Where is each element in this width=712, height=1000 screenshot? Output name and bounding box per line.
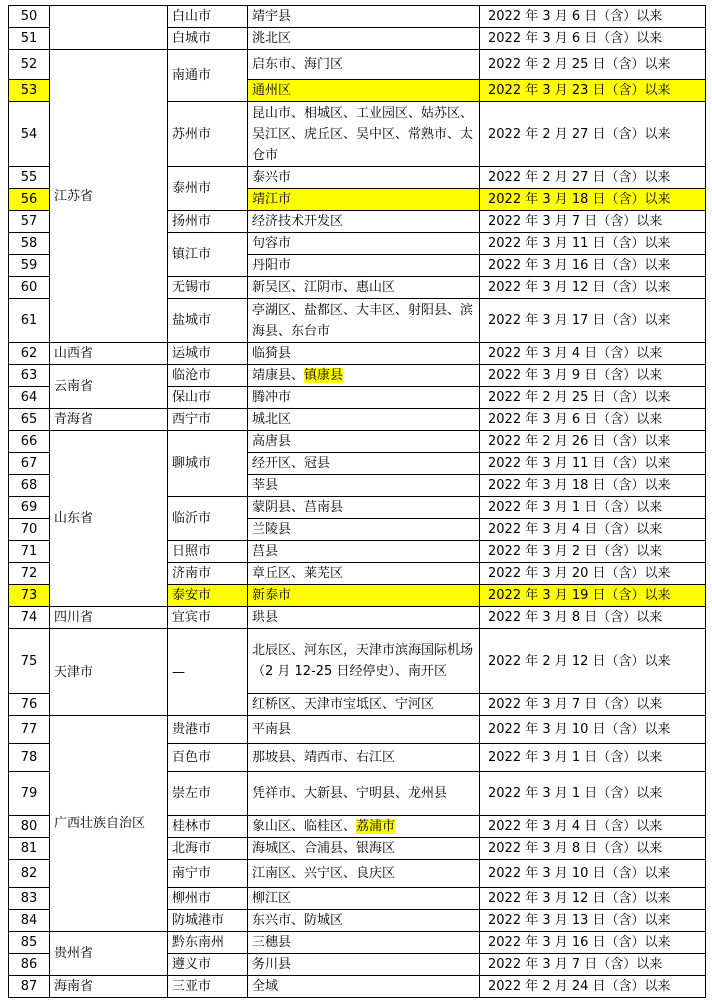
date-cell: 2022 年 2 月 27 日（含）以来 bbox=[480, 167, 706, 189]
row-number: 76 bbox=[9, 694, 50, 716]
row-number: 82 bbox=[9, 860, 50, 888]
table-row bbox=[9, 409, 706, 431]
date-cell: 2022 年 3 月 13 日（含）以来 bbox=[480, 910, 706, 932]
area-text: 靖康县、 bbox=[252, 368, 305, 383]
date-cell: 2022 年 2 月 12 日（含）以来 bbox=[480, 629, 706, 694]
table-row bbox=[9, 50, 706, 80]
table-row bbox=[9, 976, 706, 998]
row-number: 71 bbox=[9, 541, 50, 563]
city-cell: 桂林市 bbox=[168, 816, 248, 838]
date-cell: 2022 年 3 月 1 日（含）以来 bbox=[480, 744, 706, 772]
date-cell: 2022 年 2 月 25 日（含）以来 bbox=[480, 387, 706, 409]
area-cell: 兰陵县 bbox=[248, 519, 480, 541]
city-cell: 临沂市 bbox=[168, 497, 248, 541]
date-cell: 2022 年 3 月 6 日（含）以来 bbox=[480, 6, 706, 28]
area-cell: 务川县 bbox=[248, 954, 480, 976]
city-cell: 无锡市 bbox=[168, 277, 248, 299]
city-cell: 泰州市 bbox=[168, 167, 248, 211]
city-cell: 贵港市 bbox=[168, 716, 248, 744]
date-cell: 2022 年 3 月 8 日（含）以来 bbox=[480, 607, 706, 629]
area-cell: 新吴区、江阴市、惠山区 bbox=[248, 277, 480, 299]
table-row bbox=[9, 431, 706, 453]
date-cell: 2022 年 3 月 19 日（含）以来 bbox=[480, 585, 706, 607]
area-cell: 腾冲市 bbox=[248, 387, 480, 409]
date-cell: 2022 年 2 月 24 日（含）以来 bbox=[480, 976, 706, 998]
row-number: 58 bbox=[9, 233, 50, 255]
date-cell: 2022 年 3 月 16 日（含）以来 bbox=[480, 932, 706, 954]
date-cell: 2022 年 3 月 4 日（含）以来 bbox=[480, 816, 706, 838]
row-number: 53 bbox=[9, 80, 50, 102]
row-number: 57 bbox=[9, 211, 50, 233]
city-cell: 宜宾市 bbox=[168, 607, 248, 629]
area-cell: 三穗县 bbox=[248, 932, 480, 954]
date-cell: 2022 年 3 月 7 日（含）以来 bbox=[480, 211, 706, 233]
table-row bbox=[9, 716, 706, 744]
area-cell: 靖江市 bbox=[248, 189, 480, 211]
date-cell: 2022 年 3 月 2 日（含）以来 bbox=[480, 541, 706, 563]
row-number: 65 bbox=[9, 409, 50, 431]
row-number: 84 bbox=[9, 910, 50, 932]
city-cell: 防城港市 bbox=[168, 910, 248, 932]
city-cell: 济南市 bbox=[168, 563, 248, 585]
city-cell: 白城市 bbox=[168, 28, 248, 50]
date-cell: 2022 年 3 月 6 日（含）以来 bbox=[480, 409, 706, 431]
area-cell: 那坡县、靖西市、右江区 bbox=[248, 744, 480, 772]
date-cell: 2022 年 3 月 17 日（含）以来 bbox=[480, 299, 706, 343]
area-cell: 莘县 bbox=[248, 475, 480, 497]
highlighted-area-text: 荔浦市 bbox=[356, 819, 396, 834]
table-row bbox=[9, 343, 706, 365]
row-number: 86 bbox=[9, 954, 50, 976]
row-number: 51 bbox=[9, 28, 50, 50]
row-number: 77 bbox=[9, 716, 50, 744]
row-number: 79 bbox=[9, 772, 50, 816]
table-row bbox=[9, 365, 706, 387]
city-cell: 扬州市 bbox=[168, 211, 248, 233]
city-cell: 日照市 bbox=[168, 541, 248, 563]
row-number: 66 bbox=[9, 431, 50, 453]
date-cell: 2022 年 3 月 11 日（含）以来 bbox=[480, 453, 706, 475]
city-cell: 南通市 bbox=[168, 50, 248, 102]
row-number: 81 bbox=[9, 838, 50, 860]
city-cell: 柳州市 bbox=[168, 888, 248, 910]
area-cell: 临猗县 bbox=[248, 343, 480, 365]
province-cell: 四川省 bbox=[50, 607, 168, 629]
city-cell: 泰安市 bbox=[168, 585, 248, 607]
date-cell: 2022 年 3 月 16 日（含）以来 bbox=[480, 255, 706, 277]
highlighted-area-text: 镇康县 bbox=[304, 368, 344, 383]
area-cell: 亭湖区、盐都区、大丰区、射阳县、滨海县、东台市 bbox=[248, 299, 480, 343]
province-cell: 海南省 bbox=[50, 976, 168, 998]
row-number: 80 bbox=[9, 816, 50, 838]
date-cell: 2022 年 3 月 7 日（含）以来 bbox=[480, 694, 706, 716]
province-cell: 贵州省 bbox=[50, 932, 168, 976]
row-number: 68 bbox=[9, 475, 50, 497]
area-cell: 全域 bbox=[248, 976, 480, 998]
row-number: 72 bbox=[9, 563, 50, 585]
province-cell: 云南省 bbox=[50, 365, 168, 409]
row-number: 83 bbox=[9, 888, 50, 910]
city-cell: 西宁市 bbox=[168, 409, 248, 431]
date-cell: 2022 年 2 月 27 日（含）以来 bbox=[480, 102, 706, 167]
area-cell: 北辰区、河东区，天津市滨海国际机场（2 月 12-25 日经停史）、南开区 bbox=[248, 629, 480, 694]
area-cell: 柳江区 bbox=[248, 888, 480, 910]
date-cell: 2022 年 3 月 7 日（含）以来 bbox=[480, 954, 706, 976]
row-number: 70 bbox=[9, 519, 50, 541]
area-cell: 启东市、海门区 bbox=[248, 50, 480, 80]
row-number: 56 bbox=[9, 189, 50, 211]
province-cell: 青海省 bbox=[50, 409, 168, 431]
date-cell: 2022 年 3 月 4 日（含）以来 bbox=[480, 343, 706, 365]
row-number: 67 bbox=[9, 453, 50, 475]
city-cell: 百色市 bbox=[168, 744, 248, 772]
city-cell: 盐城市 bbox=[168, 299, 248, 343]
row-number: 75 bbox=[9, 629, 50, 694]
date-cell: 2022 年 3 月 18 日（含）以来 bbox=[480, 475, 706, 497]
row-number: 50 bbox=[9, 6, 50, 28]
date-cell: 2022 年 3 月 20 日（含）以来 bbox=[480, 563, 706, 585]
city-cell: 黔东南州 bbox=[168, 932, 248, 954]
date-cell: 2022 年 2 月 26 日（含）以来 bbox=[480, 431, 706, 453]
table-row bbox=[9, 932, 706, 954]
date-cell: 2022 年 3 月 9 日（含）以来 bbox=[480, 365, 706, 387]
table-row bbox=[9, 629, 706, 694]
city-cell: — bbox=[168, 629, 248, 716]
province-cell: 山西省 bbox=[50, 343, 168, 365]
row-number: 73 bbox=[9, 585, 50, 607]
date-cell: 2022 年 3 月 10 日（含）以来 bbox=[480, 716, 706, 744]
date-cell: 2022 年 3 月 6 日（含）以来 bbox=[480, 28, 706, 50]
area-cell: 江南区、兴宁区、良庆区 bbox=[248, 860, 480, 888]
area-cell: 红桥区、天津市宝坻区、宁河区 bbox=[248, 694, 480, 716]
city-cell: 苏州市 bbox=[168, 102, 248, 167]
province-cell: 江苏省 bbox=[50, 50, 168, 343]
area-cell: 新泰市 bbox=[248, 585, 480, 607]
area-cell: 泰兴市 bbox=[248, 167, 480, 189]
area-cell: 洮北区 bbox=[248, 28, 480, 50]
row-number: 60 bbox=[9, 277, 50, 299]
area-text: 象山区、临桂区、 bbox=[252, 819, 357, 834]
area-cell: 靖宇县 bbox=[248, 6, 480, 28]
area-cell: 句容市 bbox=[248, 233, 480, 255]
row-number: 87 bbox=[9, 976, 50, 998]
area-cell: 凭祥市、大新县、宁明县、龙州县 bbox=[248, 772, 480, 816]
row-number: 69 bbox=[9, 497, 50, 519]
row-number: 62 bbox=[9, 343, 50, 365]
row-number: 64 bbox=[9, 387, 50, 409]
city-cell: 镇江市 bbox=[168, 233, 248, 277]
area-cell: 经济技术开发区 bbox=[248, 211, 480, 233]
city-cell: 白山市 bbox=[168, 6, 248, 28]
area-cell: 城北区 bbox=[248, 409, 480, 431]
row-number: 59 bbox=[9, 255, 50, 277]
area-cell: 丹阳市 bbox=[248, 255, 480, 277]
city-cell: 运城市 bbox=[168, 343, 248, 365]
city-cell: 三亚市 bbox=[168, 976, 248, 998]
date-cell: 2022 年 3 月 10 日（含）以来 bbox=[480, 860, 706, 888]
area-cell: 经开区、冠县 bbox=[248, 453, 480, 475]
city-cell: 保山市 bbox=[168, 387, 248, 409]
row-number: 74 bbox=[9, 607, 50, 629]
row-number: 61 bbox=[9, 299, 50, 343]
table-row bbox=[9, 6, 706, 28]
row-number: 54 bbox=[9, 102, 50, 167]
city-cell: 临沧市 bbox=[168, 365, 248, 387]
area-cell: 平南县 bbox=[248, 716, 480, 744]
date-cell: 2022 年 2 月 25 日（含）以来 bbox=[480, 50, 706, 80]
date-cell: 2022 年 3 月 12 日（含）以来 bbox=[480, 277, 706, 299]
row-number: 52 bbox=[9, 50, 50, 80]
date-cell: 2022 年 3 月 12 日（含）以来 bbox=[480, 888, 706, 910]
area-cell bbox=[248, 365, 480, 387]
province-cell: 天津市 bbox=[50, 629, 168, 716]
row-number: 78 bbox=[9, 744, 50, 772]
date-cell: 2022 年 3 月 11 日（含）以来 bbox=[480, 233, 706, 255]
row-number: 55 bbox=[9, 167, 50, 189]
date-cell: 2022 年 3 月 1 日（含）以来 bbox=[480, 497, 706, 519]
area-cell: 莒县 bbox=[248, 541, 480, 563]
date-cell: 2022 年 3 月 23 日（含）以来 bbox=[480, 80, 706, 102]
city-cell: 南宁市 bbox=[168, 860, 248, 888]
row-number: 63 bbox=[9, 365, 50, 387]
city-cell: 聊城市 bbox=[168, 431, 248, 497]
province-cell bbox=[50, 6, 168, 50]
table-row bbox=[9, 607, 706, 629]
risk-area-table bbox=[8, 5, 706, 998]
area-cell: 珙县 bbox=[248, 607, 480, 629]
date-cell: 2022 年 3 月 18 日（含）以来 bbox=[480, 189, 706, 211]
row-number: 85 bbox=[9, 932, 50, 954]
area-cell: 海城区、合浦县、银海区 bbox=[248, 838, 480, 860]
area-cell: 通州区 bbox=[248, 80, 480, 102]
area-cell: 章丘区、莱芜区 bbox=[248, 563, 480, 585]
area-cell: 蒙阴县、莒南县 bbox=[248, 497, 480, 519]
date-cell: 2022 年 3 月 4 日（含）以来 bbox=[480, 519, 706, 541]
date-cell: 2022 年 3 月 8 日（含）以来 bbox=[480, 838, 706, 860]
province-cell: 山东省 bbox=[50, 431, 168, 607]
city-cell: 遵义市 bbox=[168, 954, 248, 976]
city-cell: 崇左市 bbox=[168, 772, 248, 816]
city-cell: 北海市 bbox=[168, 838, 248, 860]
province-cell: 广西壮族自治区 bbox=[50, 716, 168, 932]
area-cell: 昆山市、相城区、工业园区、姑苏区、吴江区、虎丘区、吴中区、常熟市、太仓市 bbox=[248, 102, 480, 167]
area-cell: 高唐县 bbox=[248, 431, 480, 453]
date-cell: 2022 年 3 月 1 日（含）以来 bbox=[480, 772, 706, 816]
area-cell: 东兴市、防城区 bbox=[248, 910, 480, 932]
area-cell bbox=[248, 816, 480, 838]
